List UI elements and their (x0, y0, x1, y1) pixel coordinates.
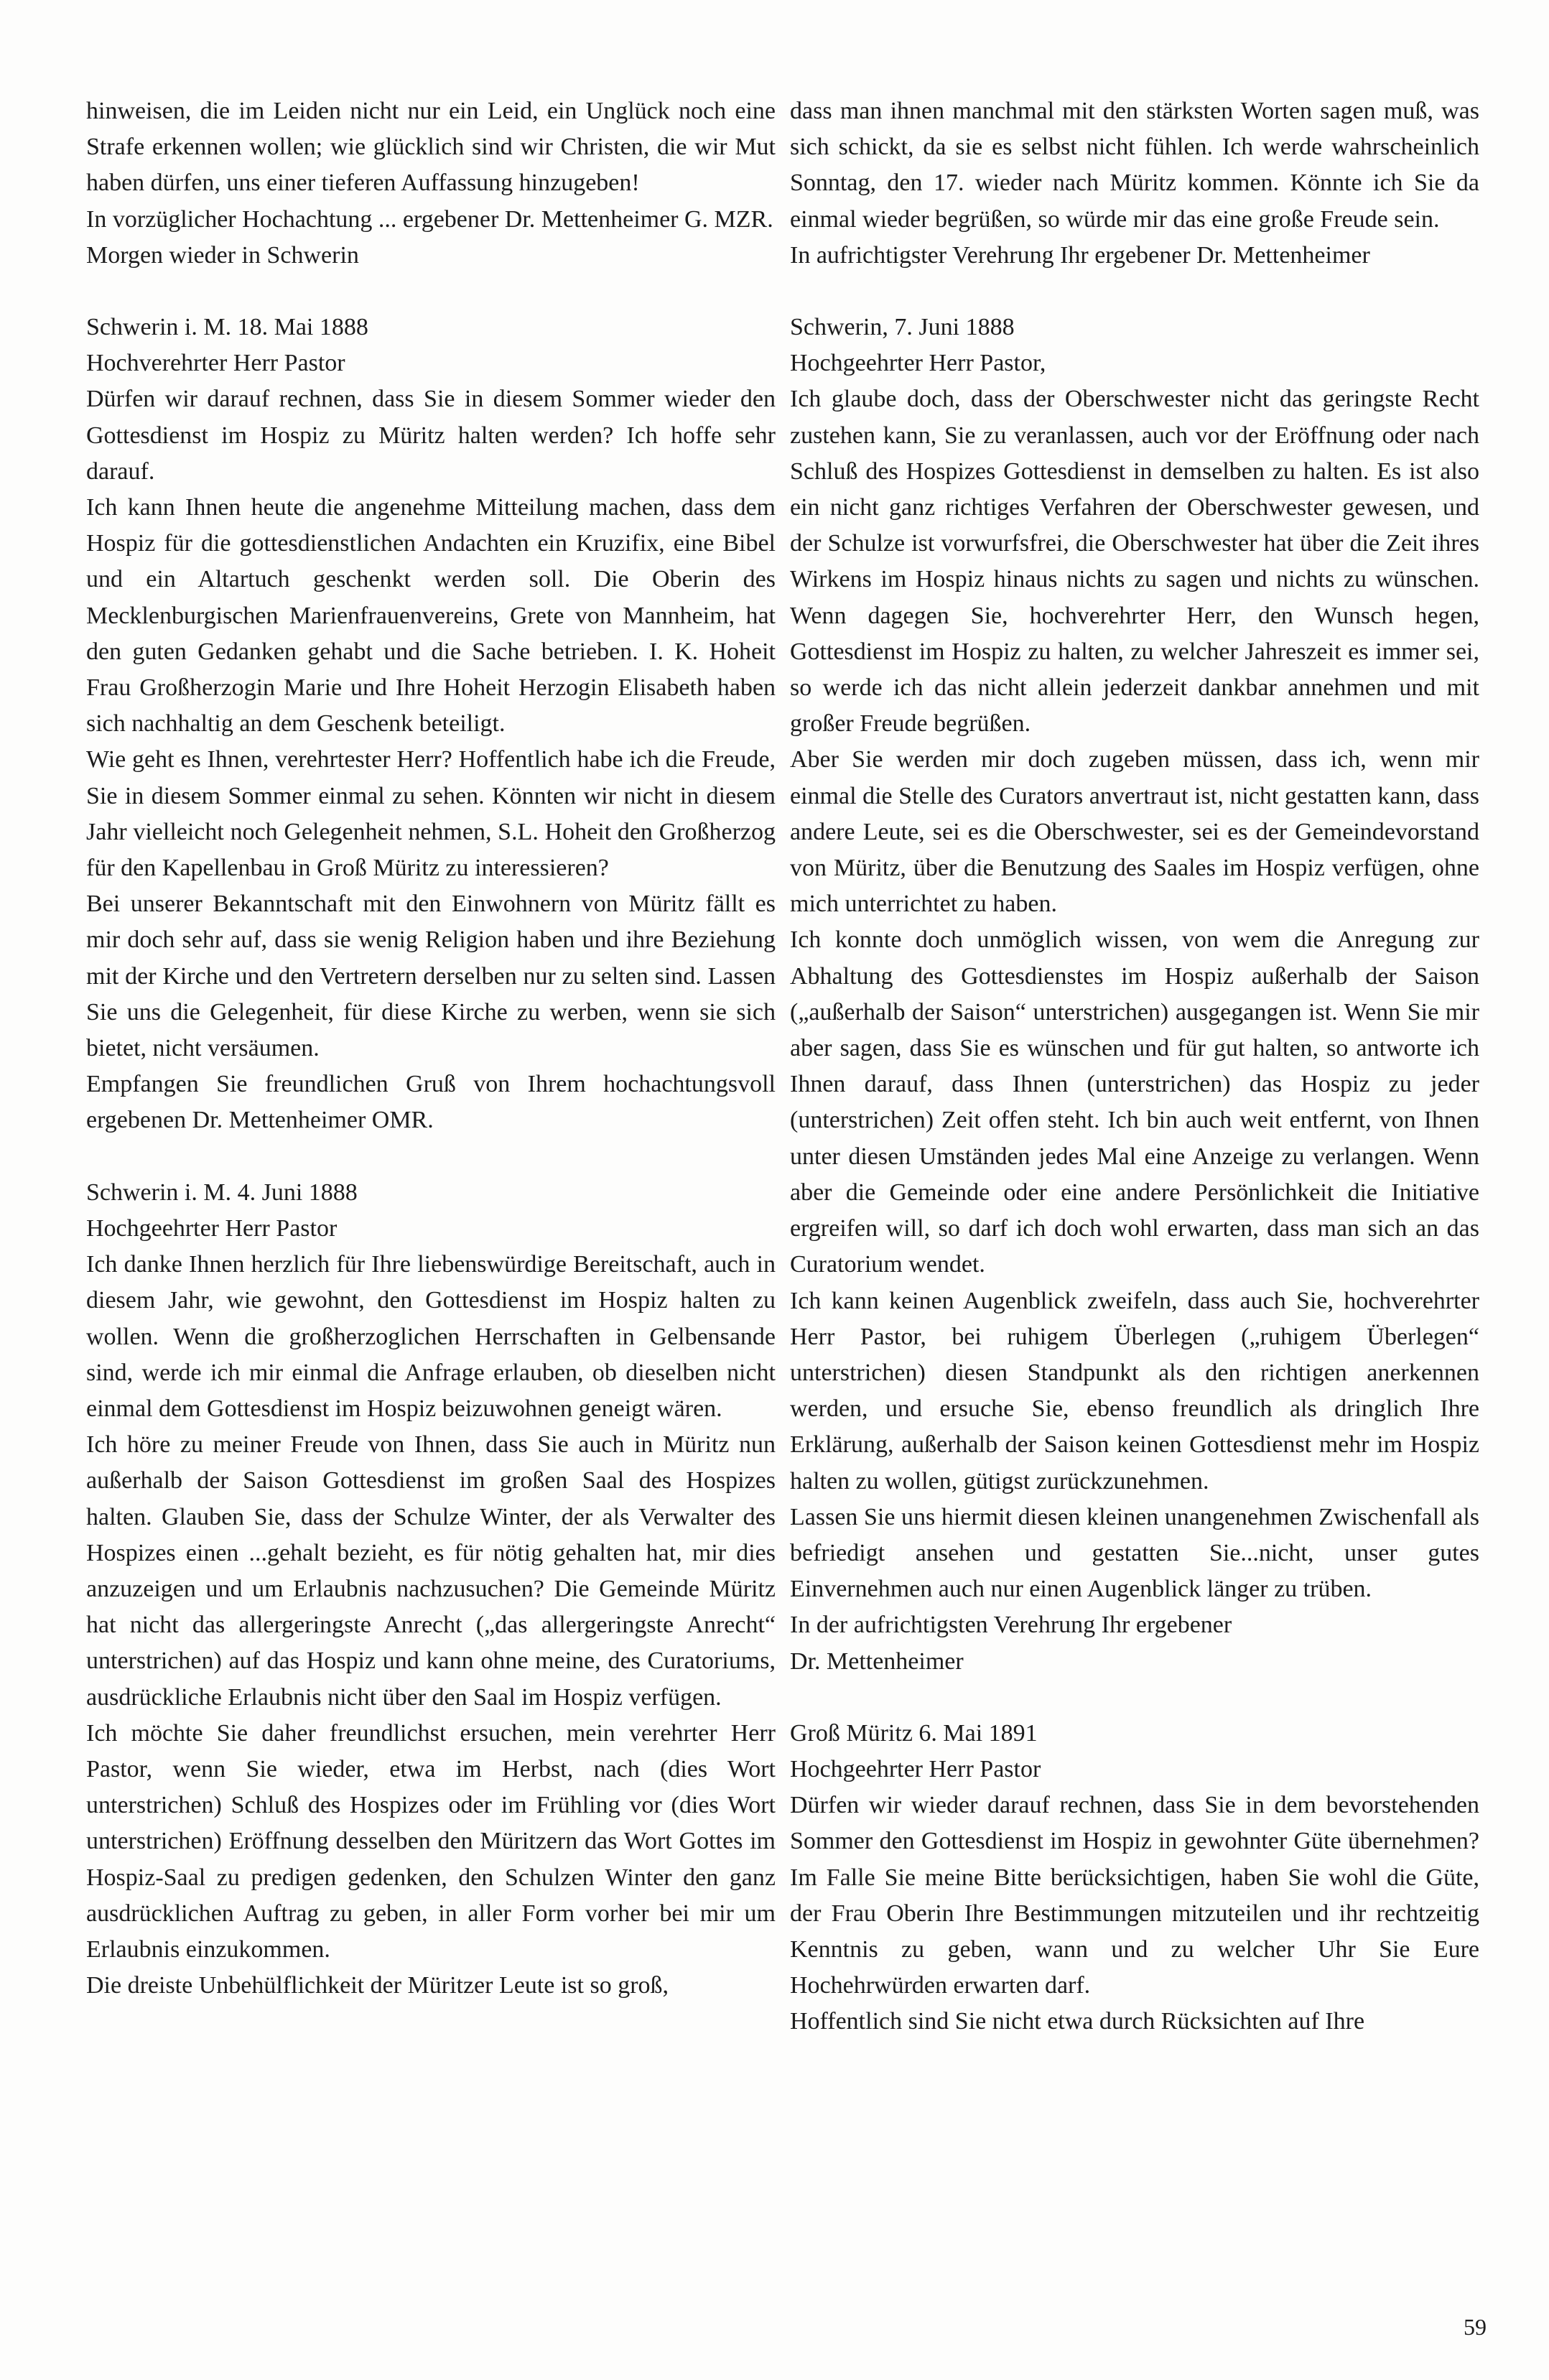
letter-salutation: Hochgeehrter Herr Pastor (86, 1214, 338, 1242)
paragraph: Ich danke Ihnen herzlich für Ihre liebenswürdige Bereitschaft, auch in diesem Jahr, wie gewohnt, den Gottesdienst im Hospiz halten zu wollen. Wenn die großherzoglichen Herrschaften in Gelbensande sind, werde ich mir einmal die Anfrage erlauben, ob dieselben nicht einmal dem Gottesdienst im Hospiz beizuwohnen geneigt wären. (86, 1251, 776, 1422)
postscript: Morgen wieder in Schwerin (86, 241, 359, 269)
paragraph: Die dreiste Unbehülflichkeit der Müritzer Leute ist so groß, (86, 1972, 669, 1999)
paragraph: Wie geht es Ihnen, verehrtester Herr? Hoffentlich habe ich die Freude, Sie in diesem Sommer einmal zu sehen. Könnten wir nicht in diesem Jahr vielleicht noch Gelegenheit nehmen, S.L. Hoheit den Großherzog für den Kapellenbau in Groß Müritz zu interessieren? (86, 746, 776, 882)
paragraph: Lassen Sie uns hiermit diesen kleinen unangenehmen Zwischenfall als befriedigt ansehen und gestatten Sie...nicht, unser gutes Einvernehmen auch nur einen Augenblick länger zu trüben. (790, 1503, 1479, 1603)
section-gap (86, 1139, 776, 1175)
letter-salutation: Hochverehrter Herr Pastor (86, 350, 345, 377)
paragraph: Bei unserer Bekanntschaft mit den Einwohnern von Müritz fällt es mir doch sehr auf, dass sie wenig Religion haben und ihre Beziehung mit der Kirche und den Vertretern derselben nur zu selten sind. Lassen Sie uns die Gelegenheit, für diese Kirche zu werben, wenn sie sich bietet, nicht versäumen. (86, 891, 776, 1062)
paragraph: Dürfen wir wieder darauf rechnen, dass Sie in dem bevorstehenden Sommer den Gottesdienst im Hospiz in gewohnter Güte übernehmen? Im Falle Sie meine Bitte berücksichtigen, haben Sie wohl die Güte, der Frau Oberin Ihre Bestimmungen mitzuteilen und ihr rechtzeitig Kenntnis zu geben, wann und zu welcher Uhr Sie Eure Hochehrwürden erwarten darf. (790, 1792, 1479, 1999)
closing-line: In vorzüglicher Hochachtung ... ergebener Dr. Mettenheimer G. MZR. (86, 205, 773, 233)
paragraph: Ich höre zu meiner Freude von Ihnen, dass Sie auch in Müritz nun außerhalb der Saison Gottesdienst im großen Saal des Hospizes halten. Glauben Sie, dass der Schulze Winter, der als Verwalter des Hospizes einen ...gehalt bezieht, es für nötig gehalten hat, mir dies anzuzeigen und um Erlaubnis nachzusuchen? Die Gemeinde Müritz hat nicht das allergeringste Anrecht („das allergeringste Anrecht“ unterstrichen) auf das Hospiz und kann ohne meine, des Curatoriums, ausdrückliche Erlaubnis nicht über den Saal im Hospiz verfügen. (86, 1431, 776, 1711)
paragraph: Ich glaube doch, dass der Oberschwester nicht das geringste Recht zustehen kann, Sie zu veranlassen, auch vor der Eröffnung oder nach Schluß des Hospizes Gottesdienst in demselben zu halten. Es ist also ein nicht ganz richtiges Verfahren der Oberschwester gewesen, und der Schulze ist vorwurfsfrei, die Oberschwester hat über die Zeit ihres Wirkens im Hospiz hinaus nichts zu sagen und nichts zu wünschen. Wenn dagegen Sie, hochverehrter Herr, den Wunsch hegen, Gottesdienst im Hospiz zu halten, zu welcher Jahreszeit es immer sei, so werde ich das nicht allein jederzeit dankbar annehmen und mit großer Freude begrüßen. (790, 386, 1479, 738)
closing-line: In aufrichtigster Verehrung Ihr ergebener Dr. Mettenheimer (790, 241, 1370, 269)
letter-date: Schwerin i. M. 4. Juni 1888 (86, 1179, 358, 1206)
paragraph: Aber Sie werden mir doch zugeben müssen, dass ich, wenn mir einmal die Stelle des Curators anvertraut ist, nicht gestatten kann, dass andere Leute, sei es die Oberschwester, sei es der Gemeindevorstand von Müritz, über die Benutzung des Saales im Hospiz verfügen, ohne mich unterrichtet zu haben. (790, 746, 1479, 918)
right-column (790, 93, 1479, 2040)
paragraph: hinweisen, die im Leiden nicht nur ein Leid, ein Unglück noch eine Strafe erkennen wollen; wie glücklich sind wir Christen, die wir Mut haben dürfen, uns einer tieferen Auffassung hinzugeben! (86, 98, 776, 197)
paragraph: Hoffentlich sind Sie nicht etwa durch Rücksichten auf Ihre (790, 2008, 1365, 2035)
letter-date: Groß Müritz 6. Mai 1891 (790, 1719, 1038, 1747)
left-column (86, 93, 776, 2004)
paragraph: dass man ihnen manchmal mit den stärksten Worten sagen muß, was sich schickt, da sie es selbst nicht fühlen. Ich werde wahrscheinlich Sonntag, den 17. wieder nach Müritz kommen. Könnte ich Sie da einmal wieder begrüßen, so würde mir das eine große Freude sein. (790, 98, 1479, 233)
paragraph: Ich kann keinen Augenblick zweifeln, dass auch Sie, hochverehrter Herr Pastor, bei ruhigem Überlegen („ruhigem Überlegen“ unterstrichen) diesen Standpunkt als den richtigen anerkennen werden, und ersuche Sie, ebenso freundlich als dringlich Ihre Erklärung, außerhalb der Saison keinen Gottesdienst mehr im Hospiz halten zu wollen, gütigst zurückzunehmen. (790, 1287, 1479, 1495)
paragraph: Ich möchte Sie daher freundlichst ersuchen, mein verehrter Herr Pastor, wenn Sie wieder, etwa im Herbst, nach (dies Wort unterstrichen) Schluß des Hospizes oder im Frühling vor (dies Wort unterstrichen) Eröffnung desselben den Müritzern das Wort Gottes im Hospiz-Saal zu predigen gedenken, den Schulzen Winter den ganz ausdrücklichen Auftrag zu geben, in aller Form vorher bei mir um Erlaubnis einzukommen. (86, 1719, 776, 1963)
section-gap (790, 1680, 1479, 1716)
paragraph: Ich kann Ihnen heute die angenehme Mitteilung machen, dass dem Hospiz für die gottesdienstlichen Andachten ein Kruzifix, eine Bibel und ein Altartuch geschenkt werden soll. Die Oberin des Mecklenburgischen Marienfrauenvereins, Grete von Mannheim, hat den guten Gedanken gehabt und die Sache betrieben. I. K. Hoheit Frau Großherzogin Marie und Ihre Hoheit Herzogin Elisabeth haben sich nachhaltig an dem Geschenk beteiligt. (86, 494, 776, 738)
signature-line: Dr. Mettenheimer (790, 1647, 964, 1675)
letter-salutation: Hochgeehrter Herr Pastor, (790, 350, 1046, 377)
paragraph: Ich konnte doch unmöglich wissen, von wem die Anregung zur Abhaltung des Gottesdienstes im Hospiz außerhalb der Saison („außerhalb der Saison“ unterstrichen) ausgegangen ist. Wenn Sie mir aber sagen, dass Sie es wünschen und für gut halten, so antworte ich Ihnen darauf, dass Ihnen (unterstrichen) das Hospiz zu jeder (unterstrichen) Zeit offen steht. Ich bin auch weit entfernt, von Ihnen unter diesen Umständen jedes Mal eine Anzeige zu verlangen. Wenn aber die Gemeinde oder eine andere Persönlichkeit die Initiative ergreifen will, so darf ich doch wohl erwarten, dass man sich an das Curatorium wendet. (790, 926, 1479, 1278)
section-gap (86, 274, 776, 310)
page-number: 59 (1464, 2314, 1487, 2340)
closing-line: In der aufrichtigsten Verehrung Ihr ergebener (790, 1612, 1232, 1639)
paragraph: Dürfen wir darauf rechnen, dass Sie in diesem Sommer wieder den Gottesdienst im Hospiz zu Müritz halten werden? Ich hoffe sehr darauf. (86, 386, 776, 485)
letter-date: Schwerin, 7. Juni 1888 (790, 314, 1015, 341)
closing-line: Empfangen Sie freundlichen Gruß von Ihrem hochachtungsvoll ergebenen Dr. Mettenheimer OMR. (86, 1071, 776, 1134)
letter-date: Schwerin i. M. 18. Mai 1888 (86, 314, 368, 341)
letter-salutation: Hochgeehrter Herr Pastor (790, 1755, 1041, 1782)
section-gap (790, 274, 1479, 310)
